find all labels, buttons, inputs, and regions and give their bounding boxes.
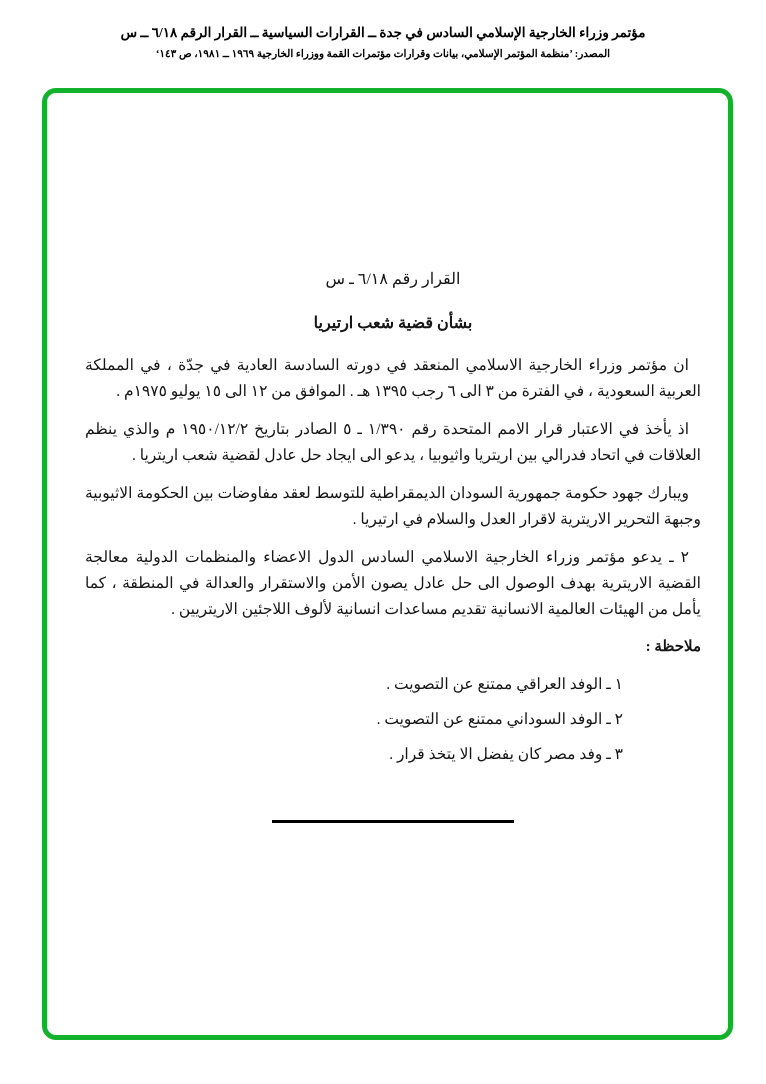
notes-list [85, 675, 701, 765]
paragraph-call-to-members: ٢ ـ يدعو مؤتمر وزراء الخارجية الاسلامي السادس الدول الاعضاء والمنظمات الدولية معالجة القضية الاريترية بهدف الوصول الى حل عادل يصون الأمن والاستقرار والعدالة في المنطقة ، كما يأمل من الهيئات العالمية الانسانية تقديم مساعدات انسانية لألوف اللاجئين الاريتريين . [85, 549, 701, 618]
document-frame [42, 88, 733, 1040]
paragraph-un-resolution: اذ يأخذ في الاعتبار قرار الامم المتحدة رقم ١/٣٩٠ ـ ٥ الصادر بتاريخ ١٩٥٠/١٢/٢ م والذي ينظم العلاقات في اتحاد فدرالي بين اريتريا واثيوبيا ، يدعو الى ايجاد حل عادل لقضية شعب اريتريا . [85, 421, 701, 464]
notes-heading: ملاحظة : [645, 639, 701, 655]
note-item-sudan: ٢ ـ الوفد السوداني ممتنع عن التصويت . [376, 711, 623, 728]
page-header [0, 24, 766, 62]
paragraph-sudan-mediation: ويبارك جهود حكومة جمهورية السودان الديمقراطية للتوسط لعقد مفاوضات بين الحكومة الاثيوبية وجبهة التحرير الاريترية لاقرار العدل والسلام في ارتيريا . [85, 485, 701, 528]
note-item-iraq: ١ ـ الوفد العراقي ممتنع عن التصويت . [386, 676, 623, 693]
resolution-number-title: القرار رقم ٦/١٨ ـ س [325, 271, 461, 288]
note-item-egypt: ٣ ـ وفد مصر كان يفضل الا يتخذ قرار . [389, 746, 623, 763]
separator-line [272, 820, 514, 823]
document-body [47, 93, 728, 823]
resolution-subject-title: بشأن قضية شعب ارتيريا [313, 315, 473, 332]
header-source-citation: المصدر: ’منظمة المؤتمر الإسلامي، بيانات وقرارات مؤتمرات القمة ووزراء الخارجية ١٩٦٩ ــ ١٩٨١، ص ١٤٣‘ [155, 49, 611, 60]
header-title: مؤتمر وزراء الخارجية الإسلامي السادس في جدة ــ القرارات السياسية ــ القرار الرقم ٦/١٨ ــ س [120, 25, 646, 40]
paragraph-preamble: ان مؤتمر وزراء الخارجية الاسلامي المنعقد في دورته السادسة العادية في جدّة ، في المملكة العربية السعودية ، في الفترة من ٣ الى ٦ رجب ١٣٩٥ هـ . الموافق من ١٢ الى ١٥ يوليو ١٩٧٥م . [85, 357, 701, 400]
